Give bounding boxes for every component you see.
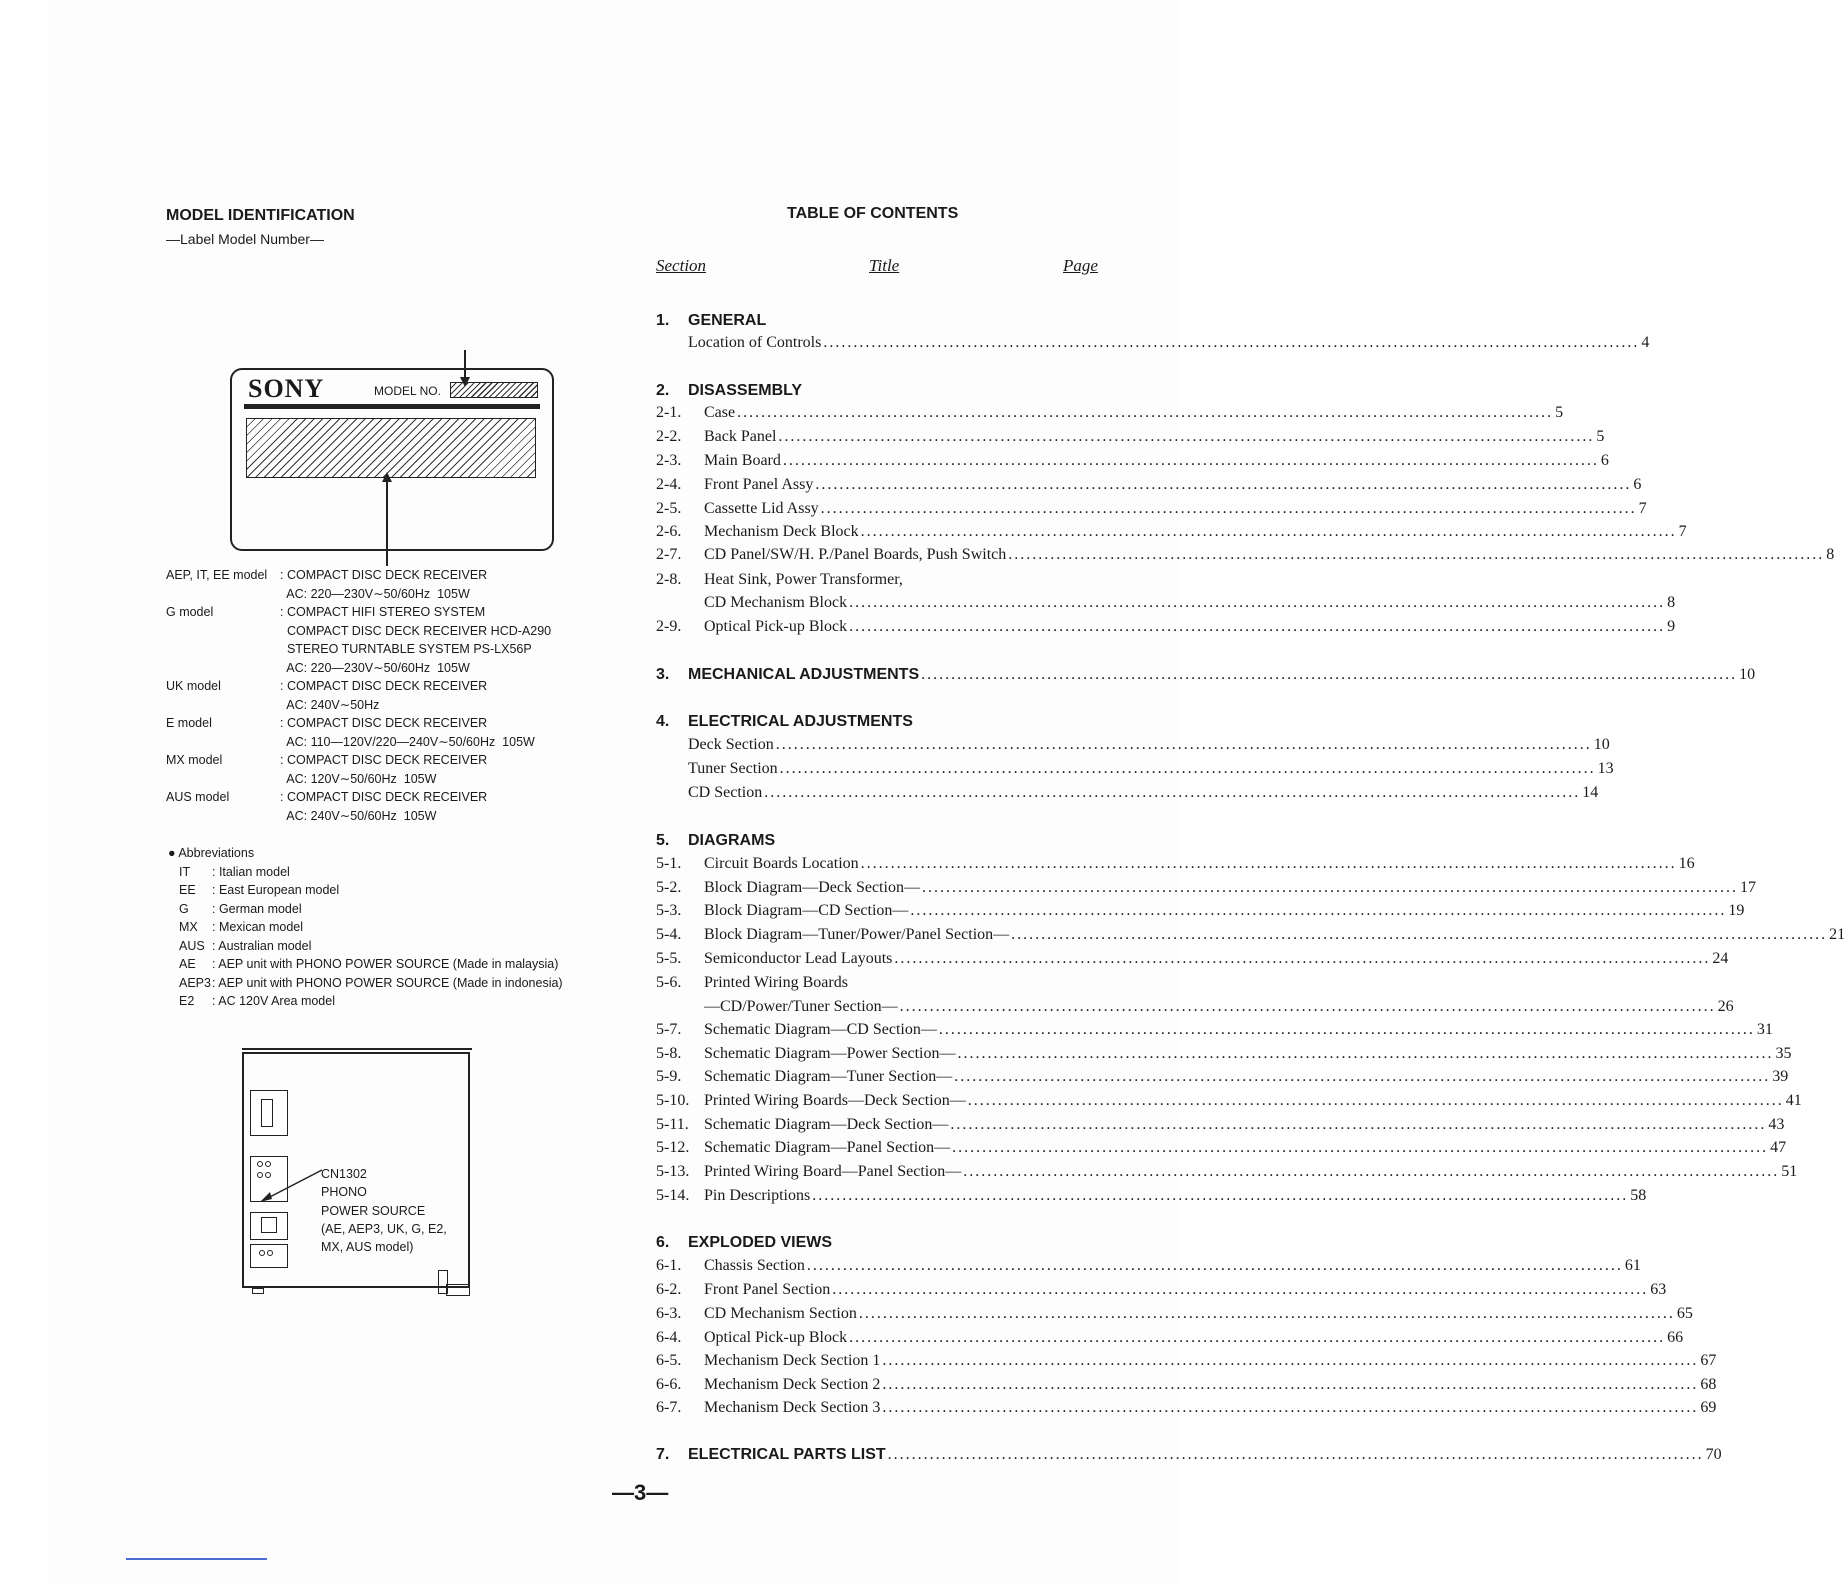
toc-entry — [656, 1187, 1647, 1209]
toc-leader-dots — [922, 879, 1738, 897]
description-text: : COMPACT DISC DECK RECEIVER — [280, 790, 488, 804]
model-identification-title: MODEL IDENTIFICATION — [166, 207, 355, 224]
toc-page-number: 63 — [1650, 1281, 1667, 1298]
abbreviation-text: : Italian model — [212, 864, 290, 879]
model-label-diagram — [230, 368, 554, 551]
toc-entry — [656, 998, 1734, 1020]
description-model — [166, 733, 280, 752]
description-model: UK model — [166, 679, 221, 693]
toc-leader-dots — [1011, 926, 1827, 944]
toc-section-number: 3. — [656, 666, 670, 683]
toc-page-number: 69 — [1700, 1399, 1717, 1416]
toc-page-number: 7 — [1638, 500, 1647, 517]
toc-page-number: 8 — [1826, 546, 1835, 563]
toc-entry — [656, 1399, 1717, 1421]
toc-page-number: 66 — [1667, 1329, 1684, 1346]
description-text: : COMPACT DISC DECK RECEIVER — [280, 568, 488, 582]
toc-entry-title: Case — [704, 404, 736, 421]
toc-section-number: 4. — [656, 713, 670, 730]
description-model — [166, 622, 280, 641]
toc-entry-title: Printed Wiring Boards—Deck Section— — [704, 1092, 966, 1109]
description-text: : COMPACT DISC DECK RECEIVER — [280, 679, 488, 693]
toc-entry — [656, 476, 1642, 498]
toc-section-title: ELECTRICAL ADJUSTMENTS — [688, 713, 913, 730]
toc-entry-number: 2-6. — [656, 523, 682, 540]
description-model — [166, 585, 280, 604]
description-row — [166, 640, 551, 659]
toc-entry — [656, 1305, 1693, 1327]
toc-entry-number: 5-8. — [656, 1045, 682, 1062]
abbreviation-row — [168, 863, 563, 882]
toc-entry — [656, 1021, 1773, 1043]
toc-leader-dots — [888, 1446, 1704, 1464]
description-row — [166, 677, 551, 696]
description-row — [166, 733, 551, 752]
toc-leader-dots — [807, 1257, 1623, 1275]
abbreviation-text: : Mexican model — [212, 920, 304, 934]
toc-leader-dots — [882, 1352, 1698, 1370]
abbreviation-row — [168, 900, 563, 919]
toc-leader-dots — [910, 902, 1726, 920]
toc-entry-number: 5-7. — [656, 1021, 682, 1038]
abbreviation-code: MX — [179, 920, 198, 934]
description-text: AC: 240V∼50/60Hz 105W — [280, 808, 437, 823]
toc-entry-number: 5-1. — [656, 855, 682, 872]
toc-entry — [656, 1092, 1802, 1114]
toc-page-number: 51 — [1781, 1163, 1798, 1180]
description-row — [166, 807, 551, 826]
toc-section-title: MECHANICAL ADJUSTMENTS — [688, 666, 920, 683]
abbreviation-text: : AC 120V Area model — [212, 994, 335, 1008]
leader-line-bottom — [386, 476, 388, 566]
toc-leader-dots — [778, 428, 1594, 446]
toc-leader-dots — [823, 334, 1639, 352]
description-text: AC: 220—230V∼50/60Hz 105W — [280, 660, 470, 675]
toc-entry-title: CD Section — [688, 784, 763, 801]
toc-entry-title: Location of Controls — [688, 334, 822, 351]
toc-leader-dots — [780, 760, 1596, 778]
toc-entry-title: Mechanism Deck Section 3 — [704, 1399, 881, 1416]
toc-page-number: 24 — [1712, 950, 1729, 967]
description-model: AUS model — [166, 790, 230, 804]
toc-leader-dots — [900, 998, 1716, 1016]
toc-page-number: 6 — [1600, 452, 1609, 469]
toc-section-number: 6. — [656, 1234, 670, 1251]
toc-entry-title: Schematic Diagram—Panel Section— — [704, 1139, 951, 1156]
label-description-hatched-area — [246, 418, 536, 478]
footer-rule — [126, 1558, 267, 1560]
toc-section-heading — [656, 832, 775, 850]
toc-entry — [656, 974, 1107, 996]
description-row — [166, 585, 551, 604]
description-text: COMPACT DISC DECK RECEIVER HCD-A290 — [280, 623, 552, 638]
toc-leader-dots — [764, 784, 1580, 802]
toc-page-number: 43 — [1768, 1116, 1785, 1133]
toc-entry-number: 2-3. — [656, 452, 682, 469]
toc-entry-number: 2-5. — [656, 500, 682, 517]
toc-entry-number: 2-8. — [656, 571, 682, 588]
toc-entry — [656, 1257, 1641, 1279]
toc-entry — [656, 428, 1605, 450]
cn1302-label-line: PHONO — [321, 1185, 367, 1200]
toc-entry — [656, 404, 1564, 426]
toc-leader-dots — [921, 666, 1737, 684]
toc-entry-title: Heat Sink, Power Transformer, — [704, 571, 903, 588]
abbreviation-code: AE — [179, 957, 196, 971]
toc-entry-title: CD Mechanism Block — [704, 594, 848, 611]
toc-entry-title: Deck Section — [688, 736, 774, 753]
model-descriptions — [166, 566, 551, 825]
connector-block-3 — [250, 1212, 288, 1240]
cn1302-label-line: CN1302 — [321, 1167, 367, 1181]
toc-entry-number: 6-6. — [656, 1376, 682, 1393]
toc-entry-number: 5-3. — [656, 902, 682, 919]
cn1302-label-line: (AE, AEP3, UK, G, E2, — [321, 1221, 447, 1236]
toc-leader-dots — [849, 1329, 1665, 1347]
toc-entry — [656, 334, 1650, 356]
toc-entry — [656, 1281, 1667, 1303]
abbreviation-text: : AEP unit with PHONO POWER SOURCE (Made in malaysia) — [212, 957, 559, 971]
toc-page-number: 31 — [1756, 1021, 1773, 1038]
toc-section-number: 7. — [656, 1446, 670, 1463]
toc-leader-dots — [952, 1139, 1768, 1157]
arrow-down-icon — [459, 376, 471, 388]
toc-leader-dots — [939, 1021, 1755, 1039]
toc-page-number: 14 — [1582, 784, 1599, 801]
toc-leader-dots — [849, 594, 1665, 612]
toc-entry — [656, 546, 1835, 568]
abbreviations-title: ● Abbreviations — [168, 846, 255, 860]
toc-entry — [656, 452, 1609, 474]
toc-leader-dots — [859, 1305, 1675, 1323]
toc-page-number: 7 — [1678, 523, 1687, 540]
description-text: AC: 220—230V∼50/60Hz 105W — [280, 586, 470, 601]
arrow-up-icon — [381, 472, 393, 484]
abbreviation-code: IT — [179, 864, 191, 879]
toc-page-number: 70 — [1705, 1446, 1722, 1463]
toc-entry — [656, 1376, 1717, 1398]
toc-section-number: 5. — [656, 832, 670, 849]
toc-leader-dots — [968, 1092, 1784, 1110]
toc-section-title: EXPLODED VIEWS — [688, 1234, 833, 1251]
toc-entry-title: Block Diagram—Tuner/Power/Panel Section— — [704, 926, 1010, 943]
toc-page-number: 41 — [1785, 1092, 1802, 1109]
toc-entry-title: Front Panel Section — [704, 1281, 831, 1298]
toc-page-number: 65 — [1676, 1305, 1693, 1322]
toc-entry-title: Back Panel — [704, 428, 777, 445]
toc-section-heading — [656, 713, 913, 731]
toc-entry — [656, 1045, 1792, 1067]
toc-title: TABLE OF CONTENTS — [787, 205, 959, 222]
description-row — [166, 603, 551, 622]
toc-leader-dots — [821, 500, 1637, 518]
toc-entry-title: Tuner Section — [688, 760, 778, 777]
toc-section-heading — [656, 666, 1756, 684]
toc-leader-dots — [882, 1399, 1698, 1417]
toc-page-number: 4 — [1641, 334, 1650, 351]
toc-page-number: 9 — [1667, 618, 1676, 635]
model-identification-subtitle: —Label Model Number— — [166, 231, 324, 247]
toc-entry — [656, 1163, 1798, 1185]
toc-entry — [656, 950, 1729, 972]
toc-entry-number: 5-5. — [656, 950, 682, 967]
description-text: AC: 240V∼50Hz — [280, 697, 380, 712]
description-model — [166, 640, 280, 659]
toc-entry-title: Pin Descriptions — [704, 1187, 811, 1204]
toc-entry — [656, 736, 1610, 758]
toc-entry-number: 2-7. — [656, 546, 682, 563]
cable-clip — [446, 1284, 470, 1296]
toc-section-title: DIAGRAMS — [688, 832, 776, 849]
description-model: MX model — [166, 753, 223, 767]
toc-section-title: ELECTRICAL PARTS LIST — [688, 1446, 886, 1463]
toc-entry — [656, 1139, 1787, 1161]
description-text: : COMPACT DISC DECK RECEIVER — [280, 753, 488, 767]
toc-entry-title: Block Diagram—Deck Section— — [704, 879, 920, 896]
abbreviation-code: E2 — [179, 994, 195, 1008]
abbreviation-code: AEP3 — [179, 975, 211, 990]
abbreviation-code: AUS — [179, 938, 205, 953]
cn1302-pointer-arrow-icon — [256, 1168, 326, 1208]
toc-page-number: 16 — [1678, 855, 1695, 872]
toc-entry-number: 6-3. — [656, 1305, 682, 1322]
toc-leader-dots — [894, 950, 1710, 968]
abbreviation-row — [168, 918, 563, 937]
toc-entry-title: Printed Wiring Board—Panel Section— — [704, 1163, 962, 1180]
toc-entry-number: 2-9. — [656, 618, 682, 635]
toc-entry — [656, 1329, 1684, 1351]
toc-section-title: GENERAL — [688, 312, 767, 329]
toc-entry-number: 6-5. — [656, 1352, 682, 1369]
toc-leader-dots — [815, 476, 1631, 494]
description-model — [166, 807, 280, 826]
toc-page-number: 6 — [1633, 476, 1642, 493]
abbreviation-code: G — [179, 901, 189, 916]
toc-entry-title: Mechanism Deck Section 1 — [704, 1352, 881, 1369]
toc-page-number: 47 — [1770, 1139, 1787, 1156]
toc-entry-number: 5-11. — [656, 1116, 689, 1133]
description-row — [166, 751, 551, 770]
toc-page-number: 35 — [1775, 1045, 1792, 1062]
toc-entry — [656, 618, 1676, 640]
toc-entry-title: Optical Pick-up Block — [704, 1329, 848, 1346]
toc-entry-title: CD Mechanism Section — [704, 1305, 857, 1322]
description-row — [166, 714, 551, 733]
abbreviation-row — [168, 992, 563, 1011]
toc-entry-number: 2-1. — [656, 404, 682, 421]
toc-column-title: Title — [869, 256, 900, 275]
toc-entry-title: Semiconductor Lead Layouts — [704, 950, 893, 967]
toc-leader-dots — [954, 1068, 1770, 1086]
toc-leader-dots — [958, 1045, 1774, 1063]
toc-entry — [656, 1352, 1717, 1374]
description-row — [166, 696, 551, 715]
toc-leader-dots — [963, 1163, 1779, 1181]
toc-entry-title: CD Panel/SW/H. P./Panel Boards, Push Switch — [704, 546, 1007, 563]
toc-entry — [656, 594, 1676, 616]
toc-page-number: 5 — [1555, 404, 1564, 421]
toc-leader-dots — [861, 523, 1677, 541]
description-row — [166, 566, 551, 585]
toc-section-heading — [656, 312, 766, 330]
abbreviation-row — [168, 955, 563, 974]
toc-entry-title: —CD/Power/Tuner Section— — [704, 998, 898, 1015]
toc-page-number: 5 — [1596, 428, 1605, 445]
toc-entry — [656, 1116, 1785, 1138]
toc-leader-dots — [849, 618, 1665, 636]
toc-entry — [656, 523, 1687, 545]
toc-column-section: Section — [656, 256, 707, 275]
toc-leader-dots — [832, 1281, 1648, 1299]
model-no-text: MODEL NO. — [374, 384, 441, 398]
toc-entry-number: 5-13. — [656, 1163, 690, 1180]
description-row — [166, 788, 551, 807]
toc-entry-number: 5-10. — [656, 1092, 690, 1109]
rear-panel-diagram — [242, 1048, 474, 1296]
toc-entry-number: 5-2. — [656, 879, 682, 896]
toc-entry-number: 5-9. — [656, 1068, 682, 1085]
toc-leader-dots — [812, 1187, 1628, 1205]
toc-entry-title: Schematic Diagram—Power Section— — [704, 1045, 956, 1062]
toc-page-number: 67 — [1700, 1352, 1717, 1369]
toc-entry-title: Schematic Diagram—CD Section— — [704, 1021, 937, 1038]
toc-entry-title: Main Board — [704, 452, 781, 469]
rear-panel-top-edge — [242, 1048, 472, 1051]
toc-entry-title: Mechanism Deck Section 2 — [704, 1376, 881, 1393]
description-row — [166, 659, 551, 678]
toc-entry-number: 5-14. — [656, 1187, 690, 1204]
toc-leader-dots — [737, 404, 1553, 422]
abbreviations — [168, 844, 563, 1011]
toc-entry — [656, 571, 1107, 593]
abbreviation-row — [168, 881, 563, 900]
cn1302-label — [321, 1165, 447, 1256]
description-model: E model — [166, 716, 212, 730]
toc-entry-number: 2-2. — [656, 428, 682, 445]
toc-entry-title: Circuit Boards Location — [704, 855, 859, 872]
toc-page-number: 17 — [1739, 879, 1756, 896]
toc-entry — [656, 500, 1647, 522]
toc-entry-title: Block Diagram—CD Section— — [704, 902, 909, 919]
toc-entry-number: 6-2. — [656, 1281, 682, 1298]
toc-section-heading — [656, 1446, 1722, 1464]
toc-entry — [656, 879, 1756, 901]
toc-entry — [656, 784, 1599, 806]
toc-entry-title: Printed Wiring Boards — [704, 974, 848, 991]
toc-entry — [656, 760, 1614, 782]
toc-entry-number: 6-7. — [656, 1399, 682, 1416]
rear-foot — [252, 1288, 264, 1294]
toc-entry-number: 2-4. — [656, 476, 682, 493]
page-number: —3— — [612, 1480, 669, 1505]
toc-entry-title: Schematic Diagram—Tuner Section— — [704, 1068, 953, 1085]
description-text: AC: 110—120V/220—240V∼50/60Hz 105W — [280, 734, 535, 749]
abbreviation-code: EE — [179, 883, 196, 897]
model-identification-column — [0, 0, 620, 1584]
toc-leader-dots — [783, 452, 1599, 470]
toc-leader-dots — [1008, 546, 1824, 564]
toc-entry — [656, 1068, 1789, 1090]
abbreviation-row — [168, 974, 563, 993]
toc-page-number: 61 — [1624, 1257, 1641, 1274]
toc-entry-title: Front Panel Assy — [704, 476, 814, 493]
description-model: AEP, IT, EE model — [166, 568, 268, 582]
abbreviation-row — [168, 937, 563, 956]
abbreviation-text: : East European model — [212, 883, 340, 897]
toc-leader-dots — [882, 1376, 1698, 1394]
toc-entry-number: 6-4. — [656, 1329, 682, 1346]
toc-page-number: 39 — [1772, 1068, 1789, 1085]
description-text: : COMPACT HIFI STEREO SYSTEM — [280, 605, 486, 619]
description-model — [166, 659, 280, 678]
toc-section-title: DISASSEMBLY — [688, 382, 803, 399]
cn1302-label-line: MX, AUS model) — [321, 1240, 414, 1255]
cn1302-label-line: POWER SOURCE — [321, 1203, 426, 1218]
connector-block-4 — [250, 1244, 288, 1268]
toc-page-number: 58 — [1630, 1187, 1647, 1204]
toc-entry — [656, 926, 1845, 948]
toc-entry-title: Mechanism Deck Block — [704, 523, 859, 540]
description-text: STEREO TURNTABLE SYSTEM PS-LX56P — [280, 642, 532, 656]
description-model: G model — [166, 605, 214, 619]
toc-page-number: 10 — [1593, 736, 1610, 753]
toc-entry-title: Optical Pick-up Block — [704, 618, 848, 635]
abbreviation-text: : Australian model — [212, 938, 312, 953]
abbreviation-text: : German model — [212, 901, 302, 916]
toc-page-number: 26 — [1717, 998, 1734, 1015]
connector-block-1 — [250, 1090, 288, 1136]
description-row — [166, 622, 551, 641]
toc-section-heading — [656, 1234, 832, 1252]
toc-column-page: Page — [1063, 256, 1098, 275]
toc-page-number: 68 — [1700, 1376, 1717, 1393]
description-text: : COMPACT DISC DECK RECEIVER — [280, 716, 488, 730]
toc-entry — [656, 855, 1695, 877]
toc-page-number: 13 — [1597, 760, 1614, 777]
toc-entry-number: 6-1. — [656, 1257, 682, 1274]
toc-section-number: 2. — [656, 382, 670, 399]
toc-page-number: 21 — [1829, 926, 1845, 943]
description-model — [166, 770, 280, 789]
toc-section-number: 1. — [656, 312, 670, 329]
toc-section-heading — [656, 382, 802, 400]
toc-page-number: 10 — [1739, 666, 1756, 683]
description-model — [166, 696, 280, 715]
toc-entry — [656, 902, 1745, 924]
abbreviation-text: : AEP unit with PHONO POWER SOURCE (Made in indonesia) — [212, 975, 563, 990]
sony-logo: SONY — [248, 374, 325, 403]
toc-entry-number: 5-6. — [656, 974, 682, 991]
toc-page-number: 19 — [1728, 902, 1745, 919]
toc-leader-dots — [776, 736, 1592, 754]
toc-entry-title: Schematic Diagram—Deck Section— — [704, 1116, 949, 1133]
toc-entry-title: Cassette Lid Assy — [704, 500, 819, 517]
toc-page-number: 8 — [1667, 594, 1676, 611]
toc-leader-dots — [950, 1116, 1766, 1134]
toc-entry-number: 5-12. — [656, 1139, 690, 1156]
toc-leader-dots — [861, 855, 1677, 873]
toc-entry-title: Chassis Section — [704, 1257, 805, 1274]
description-text: AC: 120V∼50/60Hz 105W — [280, 771, 437, 786]
toc-entry-number: 5-4. — [656, 926, 682, 943]
label-divider-bar — [244, 404, 540, 409]
description-row — [166, 770, 551, 789]
